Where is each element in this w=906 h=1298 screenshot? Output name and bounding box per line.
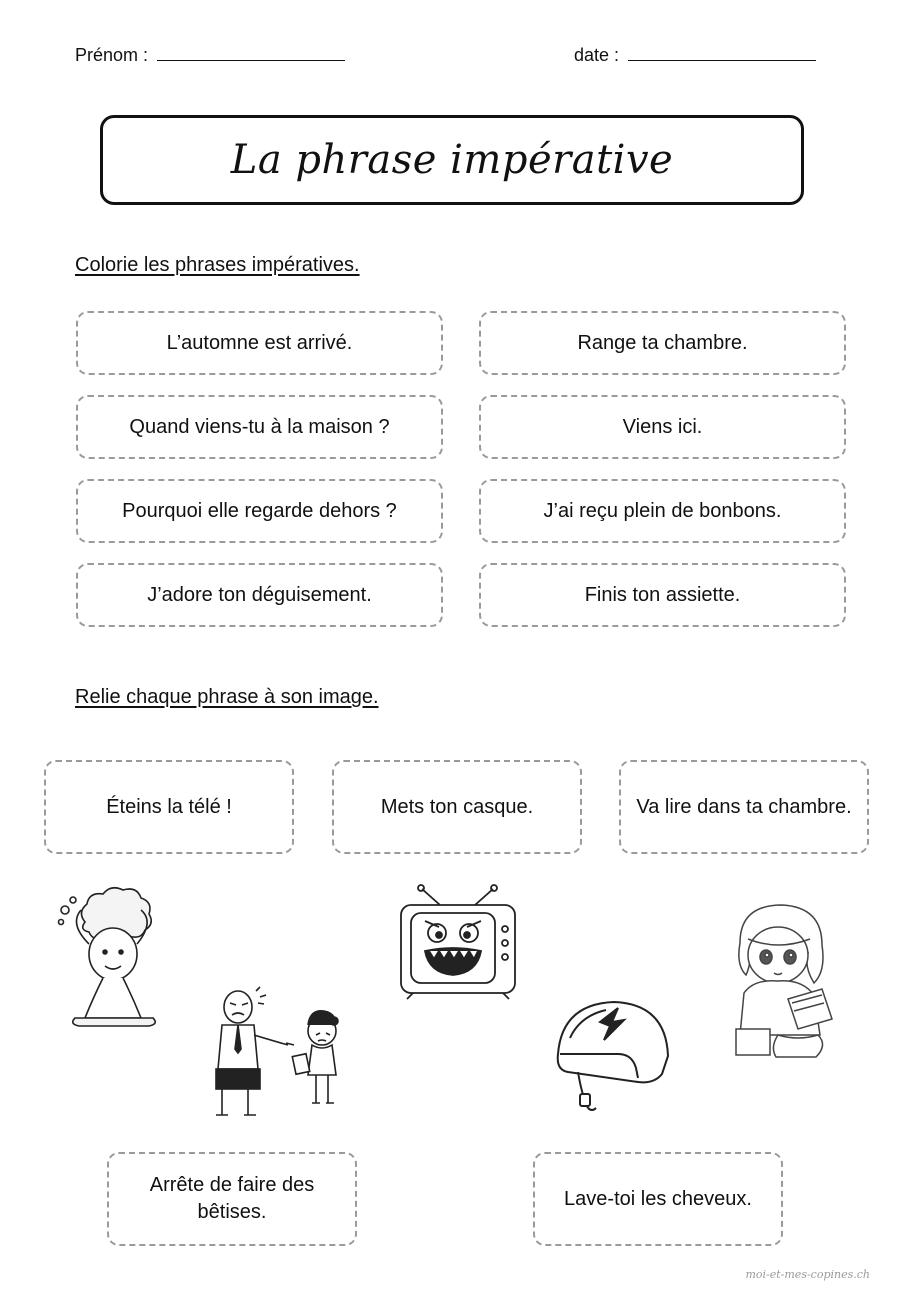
sentence-box[interactable]	[76, 311, 443, 375]
sentence-box[interactable]	[76, 563, 443, 627]
prenom-field[interactable]	[75, 45, 345, 66]
reading-girl-icon[interactable]	[722, 903, 844, 1061]
instruction-relie: Relie chaque phrase à son image.	[75, 686, 379, 708]
sentence-box[interactable]	[479, 479, 846, 543]
scolding-adult-child-icon[interactable]	[200, 985, 352, 1120]
sentence-text: Range ta chambre.	[577, 331, 748, 354]
instruction-colorie: Colorie les phrases impératives.	[75, 254, 360, 276]
match-sentence-text: Lave-toi les cheveux.	[564, 1187, 752, 1210]
match-sentence-text: Va lire dans ta chambre.	[636, 795, 852, 818]
television-icon[interactable]	[395, 885, 520, 1003]
sentence-box[interactable]	[479, 311, 846, 375]
helmet-icon[interactable]	[550, 998, 672, 1113]
watermark: moi-et-mes-copines.ch	[745, 1268, 870, 1281]
sentence-box[interactable]	[76, 479, 443, 543]
match-sentence-box[interactable]	[44, 760, 294, 854]
sentence-text: Viens ici.	[622, 415, 703, 438]
page-title: La phrase impérative	[230, 137, 674, 183]
sentence-text: Finis ton assiette.	[584, 583, 741, 606]
match-sentence-box[interactable]	[107, 1152, 357, 1246]
prenom-line[interactable]	[157, 46, 345, 61]
date-label: date :	[574, 45, 620, 65]
date-field[interactable]	[574, 45, 816, 66]
sentence-box[interactable]	[479, 395, 846, 459]
sentence-text: Quand viens-tu à la maison ?	[129, 415, 390, 438]
match-sentence-text: Arrête de faire des bêtises.	[149, 1174, 315, 1223]
match-sentence-box[interactable]	[332, 760, 582, 854]
match-sentence-box[interactable]	[619, 760, 869, 854]
sentence-box[interactable]	[76, 395, 443, 459]
match-sentence-box[interactable]	[533, 1152, 783, 1246]
sentence-text: Pourquoi elle regarde dehors ?	[122, 499, 397, 522]
washing-hair-child-icon[interactable]	[55, 882, 170, 1030]
prenom-label: Prénom :	[75, 45, 149, 65]
match-sentence-text: Mets ton casque.	[380, 795, 534, 818]
title-box	[100, 115, 804, 205]
date-line[interactable]	[628, 46, 816, 61]
match-sentence-text: Éteins la télé !	[106, 795, 232, 818]
sentence-text: J’ai reçu plein de bonbons.	[543, 499, 782, 522]
sentence-text: L’automne est arrivé.	[166, 331, 353, 354]
sentence-text: J’adore ton déguisement.	[147, 583, 372, 606]
sentence-box[interactable]	[479, 563, 846, 627]
